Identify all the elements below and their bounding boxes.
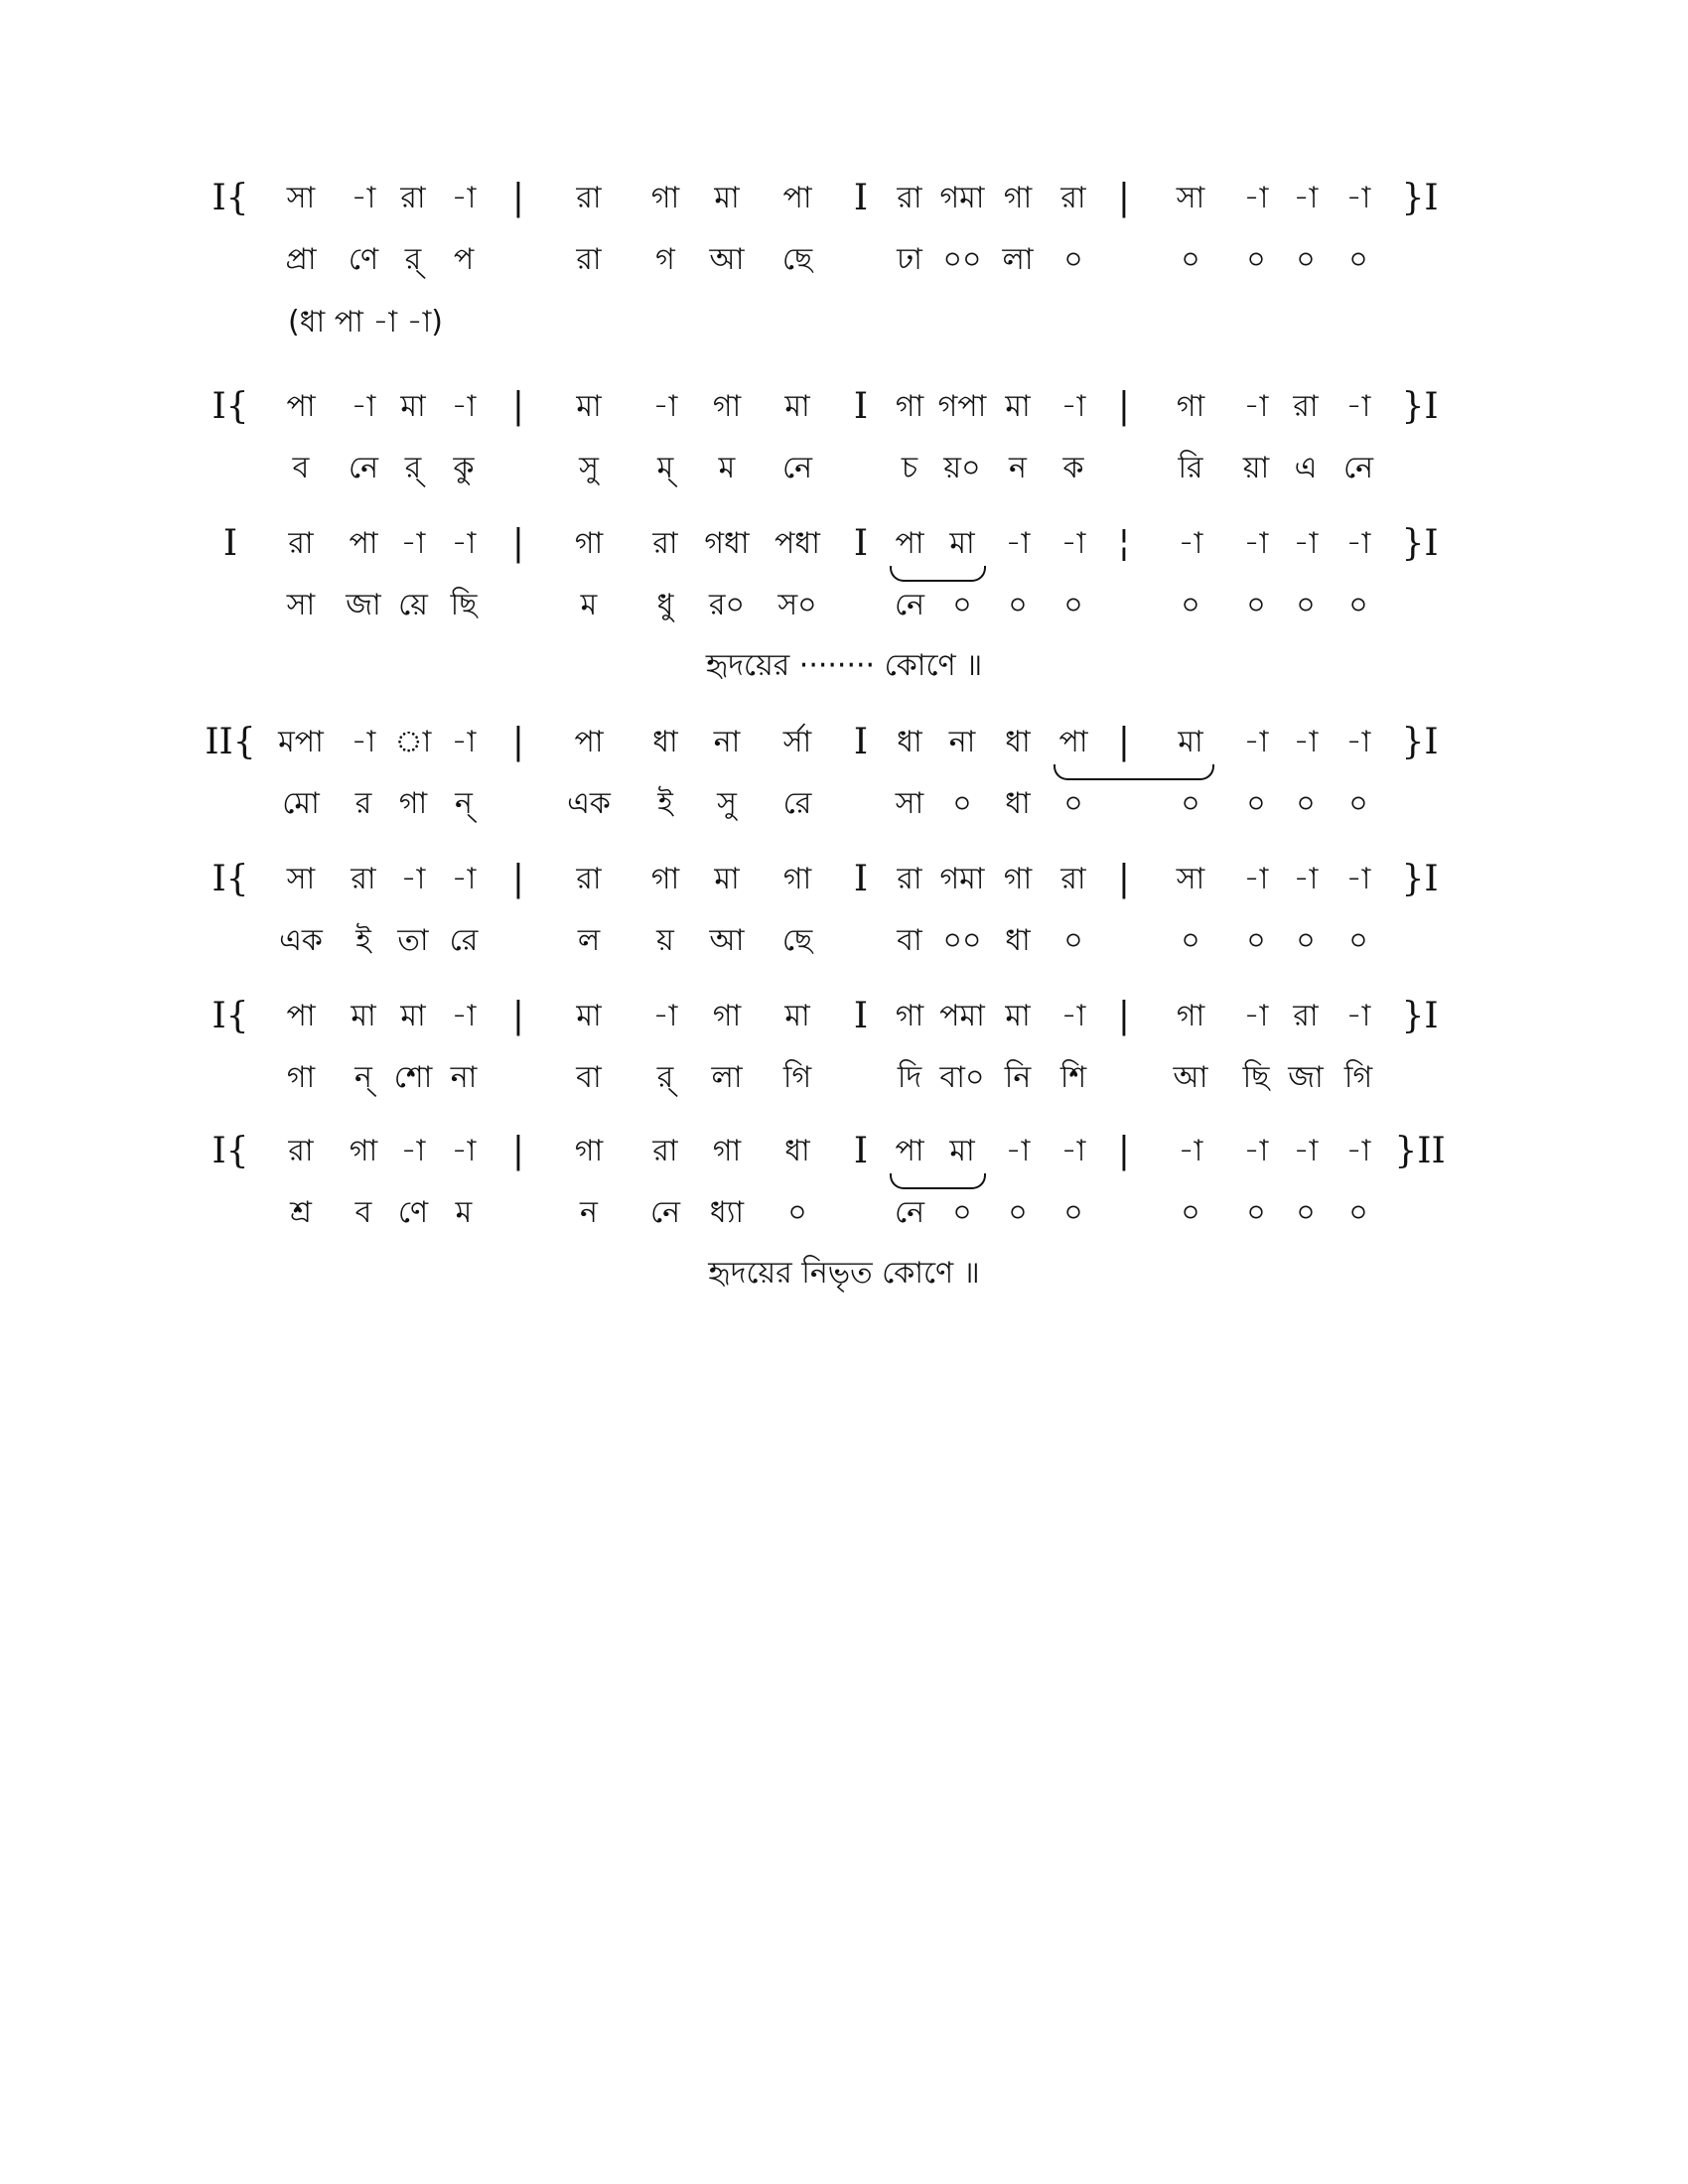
note: রা [351,862,376,896]
note: -া [1243,1134,1269,1168]
bar-symbol: I [853,1131,869,1171]
note: -া [1243,181,1269,215]
lyric-syllable: মো [282,786,320,821]
lyric-syllable: গা [398,786,428,821]
lyric-syllable: রা [576,242,602,277]
bar-symbol: | [511,523,525,564]
note: মপা [278,725,324,759]
notation-row [0,713,1688,772]
lyric-syllable: ধ্যা [709,1195,745,1230]
note: -া [400,1134,426,1168]
note: মা [784,389,810,424]
lyric-syllable: নে [781,451,813,485]
lyric-syllable: দি [897,1060,922,1095]
note: গা [574,1134,604,1168]
notation-row [0,850,1688,909]
note: রা [1293,389,1319,424]
lyric-syllable: ০ [1181,786,1200,821]
lyric-syllable: না [450,1060,478,1095]
note: রা [288,526,314,561]
note: -া [1060,526,1086,561]
note: পমা [939,999,985,1033]
note: -া [1345,526,1371,561]
notation-row [0,514,1688,574]
bar-symbol: | [1117,386,1131,427]
lyric-syllable: ধা [1005,923,1031,958]
lyric-syllable: আ [709,242,745,277]
lyric-syllable: ০ [1296,1195,1316,1230]
lyric-syllable: তা [397,923,429,958]
bar-symbol: I [853,523,869,564]
lyric-syllable: শো [393,1060,433,1095]
bar-symbol: I{ [211,859,249,899]
lyric-syllable: সু [579,451,599,485]
bar-symbol: ¦ [1117,523,1131,564]
lyric-syllable: ম্ [656,451,674,485]
note: রা [576,862,602,896]
note: না [713,725,741,759]
lyric-row [0,774,1688,834]
lyric-syllable: নে [1342,451,1374,485]
note: পা [895,1134,924,1168]
lyric-syllable: ম [455,1195,473,1230]
lyric-syllable: ম [718,451,736,485]
lyric-syllable: গ [655,242,675,277]
note: পা [895,526,924,561]
note: গমা [939,862,985,896]
notation-alternate: (ধা পা -া -া) [288,305,443,340]
bar-symbol: I [853,996,869,1036]
note: মা [714,862,740,896]
bar-symbol: | [1117,178,1131,218]
note: গা [895,389,924,424]
lyric-syllable: এক [567,786,611,821]
note: -া [451,526,477,561]
note: মা [1178,725,1203,759]
lyric-syllable: ন্ [455,786,473,821]
note: মা [351,999,376,1033]
bar-symbol: }I [1401,722,1439,762]
notation-row [0,169,1688,228]
note: -া [1060,999,1086,1033]
note: পা [286,999,316,1033]
lyric-syllable: ছি [450,588,478,622]
note: ধা [897,725,922,759]
note: -া [400,862,426,896]
note: পা [349,526,378,561]
note: পধা [774,526,820,561]
note: -া [1293,181,1319,215]
lyric-syllable: র০ [708,588,745,622]
bar-symbol: }II [1394,1131,1446,1171]
bar-symbol: I{ [211,1131,249,1171]
lyric-syllable: শ্র [290,1195,312,1230]
note: সা [286,862,316,896]
bar-symbol: I [222,523,238,564]
note: মা [949,526,975,561]
note: -া [1345,999,1371,1033]
bar-symbol: }I [1401,996,1439,1036]
lyric-syllable: ০ [1008,588,1028,622]
bar-symbol: I{ [211,996,249,1036]
note: গা [712,1134,742,1168]
bar-symbol: | [511,1131,525,1171]
lyric-row [0,911,1688,971]
bar-symbol: | [511,178,525,218]
lyric-syllable: লা [711,1060,743,1095]
lyric-syllable: রে [782,786,812,821]
bar-symbol: | [1117,722,1131,762]
lyric-syllable: র্ [656,1060,674,1095]
note: -া [652,389,678,424]
note: সা [1176,862,1205,896]
lyric-syllable: প্রা [285,242,317,277]
lyric-syllable: বা [576,1060,602,1095]
note: -া [652,999,678,1033]
note: -া [1178,1134,1203,1168]
lyric-syllable: এক [279,923,323,958]
note: রা [652,1134,678,1168]
note: মা [784,999,810,1033]
note: রা [1060,181,1086,215]
lyric-syllable: ০ [1348,1195,1368,1230]
note: -া [451,181,477,215]
note: -া [1178,526,1203,561]
note: গা [650,181,680,215]
note: -া [1293,526,1319,561]
lyric-syllable: র্ [404,451,422,485]
note: মা [576,389,602,424]
bar-symbol: }I [1401,523,1439,564]
note: পা [1058,725,1088,759]
lyric-syllable: ধু [656,588,674,622]
lyric-syllable: ল [577,923,601,958]
lyric-syllable: ০ [1063,588,1083,622]
note: গা [1003,181,1033,215]
bar-symbol: }I [1401,386,1439,427]
note: -া [1345,1134,1371,1168]
lyric-syllable: ই [657,786,673,821]
lyric-syllable: নে [894,588,925,622]
bar-symbol: | [1117,996,1131,1036]
note: -া [1345,862,1371,896]
lyric-syllable: প [453,242,475,277]
lyric-syllable: ন্ [354,1060,372,1095]
lyric-syllable: নে [894,1195,925,1230]
lyric-syllable: ০ [1181,1195,1200,1230]
lyric-syllable: ন [580,1195,598,1230]
lyric-syllable: ০ [1063,1195,1083,1230]
lyric-syllable: ছে [781,923,813,958]
lyric-syllable: ণে [348,242,379,277]
lyric-syllable: ০ [1181,588,1200,622]
note: -া [1060,1134,1086,1168]
note: -া [1293,725,1319,759]
bar-symbol: }I [1401,859,1439,899]
note: মা [1005,999,1031,1033]
note: -া [1345,389,1371,424]
bar-symbol: | [511,722,525,762]
lyric-syllable: রি [1178,451,1203,485]
lyric-syllable: ০ [1296,923,1316,958]
lyric-syllable: ছে [781,242,813,277]
lyric-syllable: রে [449,923,479,958]
note: রা [400,181,426,215]
lyric-syllable: ০ [1246,242,1266,277]
bar-symbol: | [511,996,525,1036]
lyric-syllable: ম [580,588,598,622]
bar-symbol: I{ [211,386,249,427]
note: -া [451,862,477,896]
note: -া [351,389,376,424]
lyric-syllable: য়া [1242,451,1270,485]
lyric-syllable: কু [453,451,475,485]
lyric-syllable: আ [1173,1060,1208,1095]
note: -া [1060,389,1086,424]
note: পা [286,389,316,424]
lyric-syllable: ণে [397,1195,429,1230]
lyric-row [0,439,1688,498]
lyric-syllable: ০ [1348,242,1368,277]
lyric-syllable: ০ [952,786,972,821]
lyric-syllable: গা [286,1060,316,1095]
note: গধা [704,526,750,561]
bar-symbol: | [1117,859,1131,899]
note: গা [782,862,812,896]
note: র্সা [782,725,812,759]
lyric-syllable: ০ [1063,923,1083,958]
note: গপা [937,389,987,424]
notation-row [0,987,1688,1046]
lyric-syllable: য় [656,923,674,958]
lyric-syllable: সা [895,786,924,821]
note: -া [1005,526,1031,561]
lyric-syllable: জা [346,588,381,622]
lyric-row [0,230,1688,290]
note: সা [286,181,316,215]
note: মা [1005,389,1031,424]
note: -া [1243,862,1269,896]
note: ধা [1005,725,1031,759]
lyric-syllable: বা০ [939,1060,985,1095]
lyric-syllable: ০ [952,1195,972,1230]
lyric-syllable: ০ [1348,588,1368,622]
lyric-syllable: ০০ [942,242,982,277]
bar-symbol: }I [1401,178,1439,218]
lyric-syllable: ০ [1296,786,1316,821]
bar-symbol: I [853,386,869,427]
note: -া [351,181,376,215]
bar-symbol: I [853,178,869,218]
bar-symbol: I [853,722,869,762]
note: -া [451,1134,477,1168]
note: -া [451,999,477,1033]
note: -া [1243,999,1269,1033]
note: পা [574,725,604,759]
lyric-syllable: শি [1059,1060,1087,1095]
note: গা [650,862,680,896]
note: গা [895,999,924,1033]
note: -া [1243,526,1269,561]
lyric-syllable: য়০ [943,451,981,485]
lyric-syllable: ছি [1242,1060,1270,1095]
lyric-syllable: নে [649,1195,681,1230]
lyric-syllable: লা [1002,242,1034,277]
lyric-syllable: গি [1343,1060,1373,1095]
note: গা [1003,862,1033,896]
note: না [948,725,976,759]
note: মা [400,999,426,1033]
lyric-syllable: সা [286,588,316,622]
note: রা [1060,862,1086,896]
lyric-syllable: স০ [777,588,817,622]
lyric-syllable: ব [354,1195,372,1230]
bar-symbol: II{ [205,722,256,762]
note: মা [400,389,426,424]
lyric-row [0,576,1688,635]
lyric-syllable: ক [1062,451,1084,485]
note: রা [576,181,602,215]
lyric-syllable: ব [292,451,310,485]
bar-symbol: | [511,859,525,899]
note: রা [652,526,678,561]
note: গা [1176,389,1205,424]
lyric-syllable: বা [897,923,922,958]
bar-symbol: I{ [211,178,249,218]
note: -া [1005,1134,1031,1168]
lyric-row [0,1183,1688,1243]
note: -া [400,526,426,561]
lyric-syllable: ০ [1296,242,1316,277]
note: -া [451,389,477,424]
lyric-syllable: ০ [1181,242,1200,277]
lyric-syllable: ০ [1246,1195,1266,1230]
refrain-line: হৃদয়ের নিভৃত কোণে ॥ [708,1256,980,1291]
note: গা [349,1134,378,1168]
bar-symbol: | [511,386,525,427]
lyric-syllable: ০ [1063,242,1083,277]
note: া [394,725,432,759]
note: রা [1293,999,1319,1033]
lyric-syllable: ০ [1063,786,1083,821]
note: রা [897,862,922,896]
note: ধা [652,725,678,759]
lyric-syllable: ০ [1246,588,1266,622]
note: গা [574,526,604,561]
note: গা [712,999,742,1033]
lyric-syllable: জা [1288,1060,1324,1095]
notation-row [0,377,1688,437]
lyric-syllable: ঢা [897,242,922,277]
lyric-syllable: ০ [1246,923,1266,958]
bar-symbol: | [1117,1131,1131,1171]
lyric-syllable: ০ [1181,923,1200,958]
notation-row [0,1122,1688,1181]
lyric-syllable: ন [1009,451,1027,485]
lyric-syllable: চ [901,451,918,485]
lyric-syllable: ০০ [942,923,982,958]
note: রা [897,181,922,215]
note: -া [351,725,376,759]
lyric-syllable: গি [782,1060,812,1095]
note: ধা [784,1134,810,1168]
lyric-syllable: ই [355,923,371,958]
lyric-syllable: নি [1004,1060,1032,1095]
note: মা [714,181,740,215]
lyric-syllable: ধা [1005,786,1031,821]
lyric-syllable: য়ে [398,588,428,622]
lyric-syllable: ০ [1246,786,1266,821]
note: গা [1176,999,1205,1033]
lyric-syllable: ০ [1348,786,1368,821]
lyric-syllable: র [354,786,372,821]
note: মা [949,1134,975,1168]
bar-symbol: I [853,859,869,899]
note: -া [451,725,477,759]
refrain-line: হৃদয়ের ········ কোণে ॥ [705,648,983,683]
lyric-syllable: ০ [1348,923,1368,958]
note: -া [1243,389,1269,424]
lyric-syllable: ০ [1296,588,1316,622]
note: সা [1176,181,1205,215]
lyric-syllable: সু [717,786,737,821]
lyric-syllable: আ [709,923,745,958]
lyric-syllable: ০ [1008,1195,1028,1230]
lyric-syllable: নে [348,451,379,485]
note: -া [1345,181,1371,215]
lyric-row [0,1048,1688,1108]
note: পা [782,181,812,215]
note: -া [1243,725,1269,759]
note: -া [1293,1134,1319,1168]
note: মা [576,999,602,1033]
lyric-syllable: র্ [404,242,422,277]
note: রা [288,1134,314,1168]
lyric-syllable: এ [1294,451,1318,485]
lyric-syllable: ০ [952,588,972,622]
note: -া [1345,725,1371,759]
lyric-syllable: ০ [787,1195,807,1230]
note: গা [712,389,742,424]
note: -া [1293,862,1319,896]
note: গমা [939,181,985,215]
